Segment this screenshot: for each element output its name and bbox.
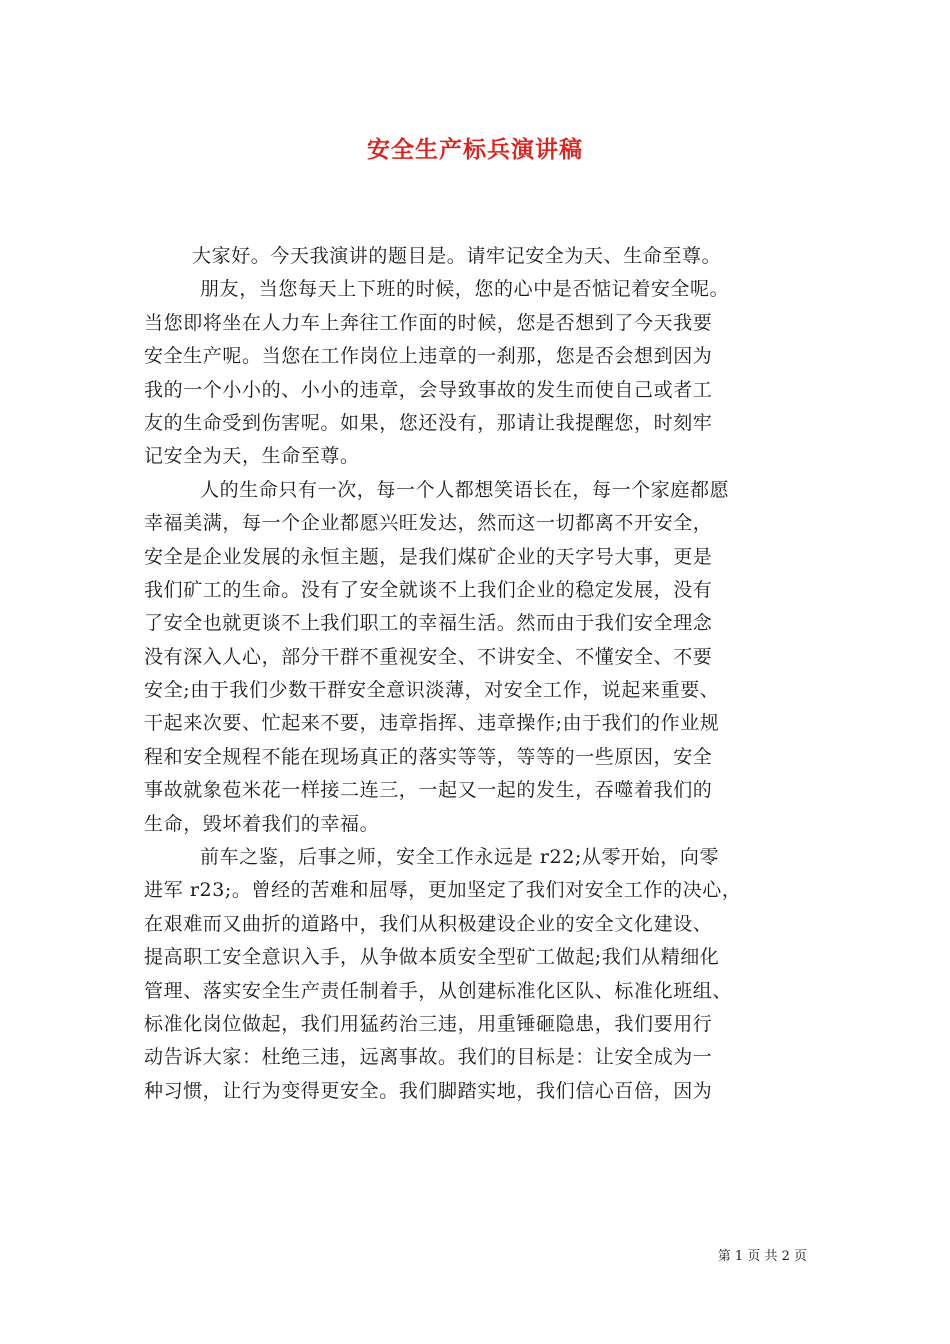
paragraph-line: 管理、落实安全生产责任制着手，从创建标准化区队、标准化班组、 (144, 979, 733, 1002)
paragraph-line: 标准化岗位做起，我们用猛药治三违，用重锤砸隐患，我们要用行 (144, 1012, 713, 1035)
paragraph-line: 安全是企业发展的永恒主题，是我们煤矿企业的天字号大事，更是 (144, 545, 713, 568)
document-title: 安全生产标兵演讲稿 (367, 136, 583, 163)
paragraph-line: 动告诉大家：杜绝三违，远离事故。我们的目标是：让安全成为一 (144, 1046, 713, 1069)
paragraph-line: 提高职工安全意识入手，从争做本质安全型矿工做起;我们从精细化 (144, 946, 720, 969)
paragraph-line: 大家好。今天我演讲的题目是。请牢记安全为天、生命至尊。 (192, 245, 722, 267)
paragraph-line: 安全;由于我们少数干群安全意识淡薄，对安全工作，说起来重要、 (144, 679, 720, 702)
paragraph-line: 程和安全规程不能在现场真正的落实等等，等等的一些原因，安全 (144, 745, 713, 768)
paragraph-line: 记安全为天，生命至尊。 (144, 445, 360, 468)
paragraph-line: 了安全也就更谈不上我们职工的幸福生活。然而由于我们安全理念 (144, 612, 713, 635)
paragraph-line: 我们矿工的生命。没有了安全就谈不上我们企业的稳定发展，没有 (144, 578, 713, 601)
paragraph-line: 我的一个小小的、小小的违章，会导致事故的发生而使自己或者工 (144, 378, 713, 401)
paragraph-line: 朋友，当您每天上下班的时候，您的心中是否惦记着安全呢。 (200, 278, 730, 301)
paragraph-line: 种习惯，让行为变得更安全。我们脚踏实地，我们信心百倍，因为 (144, 1079, 713, 1102)
paragraph-line: 事故就象苞米花一样接二连三，一起又一起的发生，吞噬着我们的 (144, 779, 713, 802)
paragraph-line: 干起来次要、忙起来不要，违章指挥、违章操作;由于我们的作业规 (144, 712, 720, 735)
document-body (144, 240, 806, 1108)
paragraph-line: 生命，毁坏着我们的幸福。 (144, 812, 380, 835)
paragraph-line: 幸福美满，每一个企业都愿兴旺发达，然而这一切都离不开安全， (144, 512, 713, 535)
paragraph-line: 人的生命只有一次，每一个人都想笑语长在，每一个家庭都愿 (200, 478, 730, 501)
paragraph-line: 当您即将坐在人力车上奔往工作面的时候，您是否想到了今天我要 (144, 311, 713, 334)
paragraph-line: 安全生产呢。当您在工作岗位上违章的一刹那，您是否会想到因为 (144, 345, 713, 368)
paragraph-line: 没有深入人心，部分干群不重视安全、不讲安全、不懂安全、不要 (144, 645, 713, 668)
page-number: 第 1 页 共 2 页 (717, 1249, 807, 1264)
paragraph-line: 在艰难而又曲折的道路中，我们从积极建设企业的安全文化建设、 (144, 912, 713, 935)
paragraph-line: 进军 r23;。曾经的苦难和屈辱，更加坚定了我们对安全工作的决心， (144, 879, 742, 902)
paragraph-line: 前车之鉴，后事之师，安全工作永远是 r22;从零开始，向零 (200, 846, 720, 869)
paragraph-line: 友的生命受到伤害呢。如果，您还没有，那请让我提醒您，时刻牢 (144, 411, 713, 434)
